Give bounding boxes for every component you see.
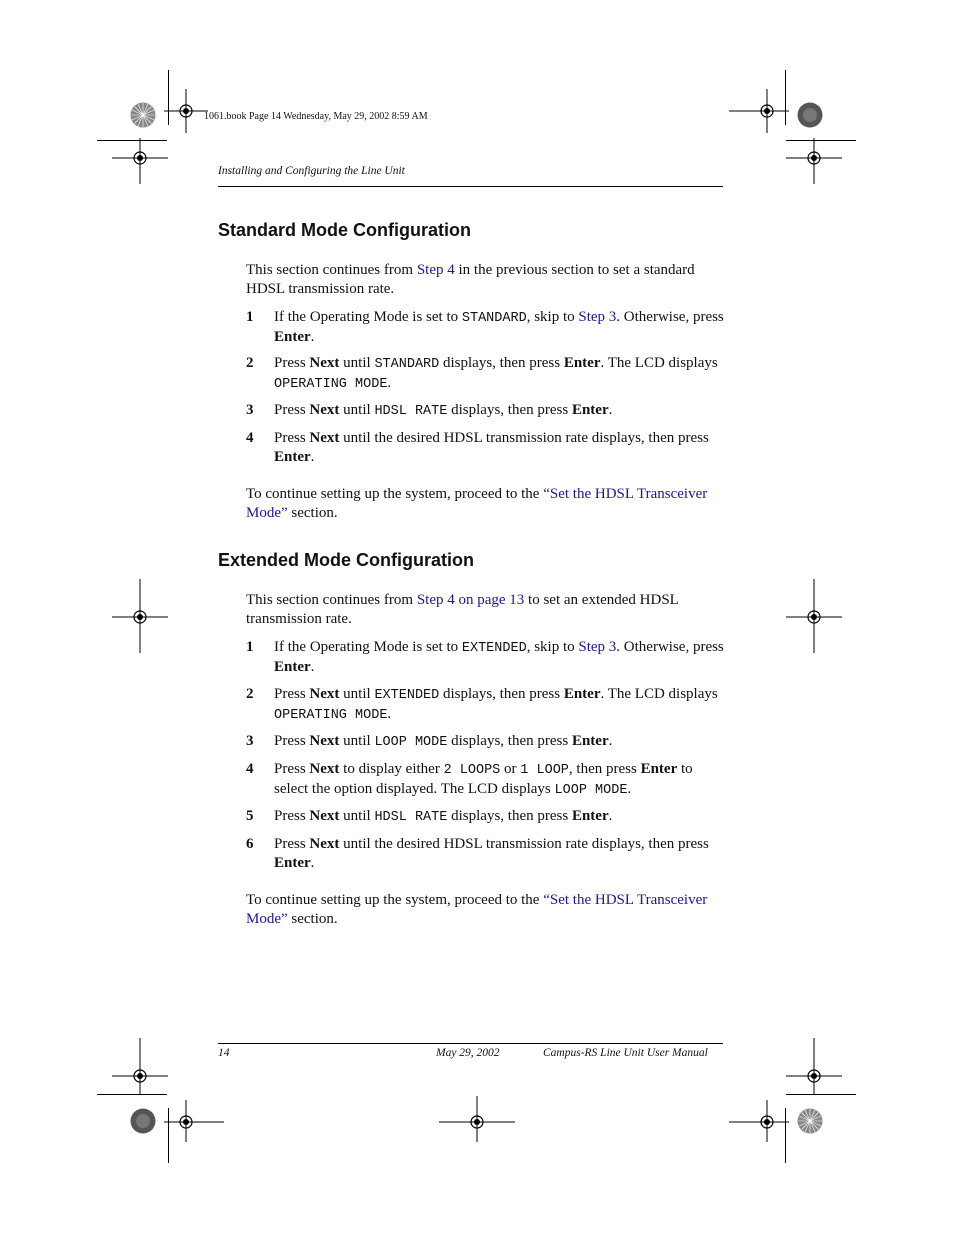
step-number: 5 (246, 808, 254, 824)
extended-intro-text: This section continues from (246, 592, 417, 608)
step-text-part: . (310, 449, 315, 465)
lcd-text: LOOP MODE (554, 783, 628, 798)
step-text-part: Press (274, 808, 310, 824)
lcd-text: OPERATING MODE (274, 377, 388, 392)
key-name: Next (309, 836, 340, 852)
step-text-part: . (310, 855, 315, 871)
print-starburst-icon (130, 102, 156, 128)
step-text (274, 638, 726, 677)
registration-mark-icon (130, 148, 150, 168)
lcd-text: HDSL RATE (374, 810, 448, 825)
registration-mark-icon (130, 1066, 150, 1086)
key-name: Enter (640, 761, 678, 777)
registration-mark-icon (467, 1112, 487, 1132)
step-text-part: . (310, 329, 315, 345)
key-name: Enter (571, 402, 609, 418)
footer-manual-title: Campus-RS Line Unit User Manual (543, 1047, 708, 1059)
step-text-part: , then press (568, 761, 641, 777)
print-starburst-icon (130, 1108, 156, 1134)
step-text-part: displays, then press (447, 808, 572, 824)
step-text (274, 308, 726, 347)
key-name: Next (309, 402, 340, 418)
registration-mark-icon (176, 1112, 196, 1132)
lcd-text: LOOP MODE (374, 735, 448, 750)
step-number: 6 (246, 836, 254, 852)
standard-intro (246, 261, 726, 299)
registration-mark-icon (804, 148, 824, 168)
step-text-part: . (387, 706, 392, 722)
step4-link[interactable]: Step 4 (416, 262, 455, 278)
step-text-part: or (500, 761, 521, 777)
step-text-part: . (627, 781, 632, 797)
extended-outro (246, 891, 726, 929)
step-text-part: . (608, 733, 613, 749)
running-header: Installing and Configuring the Line Unit (218, 165, 405, 177)
lcd-text: EXTENDED (461, 641, 527, 656)
lcd-text: 2 LOOPS (443, 763, 501, 778)
section-title-extended: Extended Mode Configuration (218, 550, 474, 570)
step-text-part: , skip to (526, 639, 579, 655)
extended-intro-text-end: to set an extended HDSL transmission rate. (246, 592, 679, 627)
step-text (274, 760, 726, 800)
lcd-text: STANDARD (374, 357, 440, 372)
key-name: Enter (571, 808, 609, 824)
crop-line (785, 1108, 786, 1163)
key-name: Enter (274, 855, 311, 871)
step-text-part: Press (274, 430, 310, 446)
crop-line (786, 140, 856, 141)
step-text (274, 835, 726, 873)
step-text-part: Press (274, 836, 310, 852)
transceiver-mode-link[interactable]: “Set the HDSL Transceiver Mode” (246, 486, 708, 521)
standard-intro-text: This section continues from (246, 262, 417, 278)
registration-mark-icon (804, 1066, 824, 1086)
step-text (274, 354, 726, 394)
step-text (274, 401, 726, 421)
footer-date: May 29, 2002 (436, 1047, 500, 1059)
step-number: 2 (246, 686, 254, 702)
step4-page13-link[interactable]: Step 4 on page 13 (416, 592, 525, 608)
step-text-part: Press (274, 355, 310, 371)
step-text-part: . (608, 808, 613, 824)
step3-link[interactable]: Step 3 (578, 639, 617, 655)
step-text-part: until the desired HDSL transmission rate displays, then press (339, 430, 709, 446)
key-name: Next (309, 808, 340, 824)
registration-mark-icon (757, 101, 777, 121)
header-rule (218, 186, 723, 187)
standard-outro-text: To continue setting up the system, proceed to the (246, 486, 544, 502)
key-name: Next (309, 686, 340, 702)
lcd-text: OPERATING MODE (274, 708, 388, 723)
step-text-part: . The LCD displays (600, 686, 718, 702)
key-name: Enter (274, 449, 311, 465)
section-title-standard: Standard Mode Configuration (218, 220, 471, 240)
key-name: Next (309, 355, 340, 371)
step-text (274, 685, 726, 725)
step-text-part: to display either (339, 761, 444, 777)
key-name: Enter (563, 686, 601, 702)
step-text (274, 429, 726, 467)
key-name: Enter (563, 355, 601, 371)
standard-outro (246, 485, 726, 523)
registration-mark-icon (176, 101, 196, 121)
standard-intro-text-end: in the previous section to set a standard HDSL transmission rate. (246, 262, 695, 297)
key-name: Next (309, 761, 340, 777)
step-text-part: . (387, 375, 392, 391)
crop-line (97, 140, 167, 141)
footer-rule (218, 1043, 723, 1044)
step-text (274, 732, 726, 752)
step-text-part: until the desired HDSL transmission rate displays, then press (339, 836, 709, 852)
registration-mark-icon (757, 1112, 777, 1132)
lcd-text: EXTENDED (374, 688, 440, 703)
page-number: 14 (218, 1047, 230, 1059)
step-text-part: . Otherwise, press (616, 309, 724, 325)
step-number: 2 (246, 355, 254, 371)
crop-line (168, 1108, 169, 1163)
step-text-part: . (310, 659, 315, 675)
registration-mark-icon (804, 607, 824, 627)
key-name: Enter (571, 733, 609, 749)
print-starburst-icon (797, 102, 823, 128)
step-number: 4 (246, 430, 254, 446)
step-text-part: , skip to (526, 309, 579, 325)
transceiver-mode-link[interactable]: “Set the HDSL Transceiver Mode” (246, 892, 708, 927)
step-text-part: . Otherwise, press (616, 639, 724, 655)
step-text-part: If the Operating Mode is set to (274, 309, 462, 325)
step-text-part: until (339, 686, 375, 702)
key-name: Enter (274, 659, 311, 675)
step-text (274, 807, 726, 827)
step-text-part: Press (274, 402, 310, 418)
print-starburst-icon (797, 1108, 823, 1134)
key-name: Enter (274, 329, 311, 345)
step-text-part: until (339, 808, 375, 824)
step-text-part: until (339, 355, 375, 371)
step-text-part: until (339, 402, 375, 418)
step-text-part: If the Operating Mode is set to (274, 639, 462, 655)
standard-outro-text-end: section. (287, 505, 338, 521)
extended-outro-text: To continue setting up the system, proceed to the (246, 892, 544, 908)
extended-intro (246, 591, 726, 629)
crop-line (168, 70, 169, 125)
lcd-text: 1 LOOP (520, 763, 569, 778)
step-text-part: displays, then press (439, 355, 564, 371)
step-text-part: displays, then press (439, 686, 564, 702)
crop-line (97, 1094, 167, 1095)
step3-link[interactable]: Step 3 (578, 309, 617, 325)
book-info-slug: 1061.book Page 14 Wednesday, May 29, 2002 8:59 AM (204, 111, 428, 122)
step-number: 1 (246, 309, 254, 325)
key-name: Next (309, 430, 340, 446)
lcd-text: HDSL RATE (374, 404, 448, 419)
step-number: 4 (246, 761, 254, 777)
step-text-part: . The LCD displays (600, 355, 718, 371)
step-text-part: displays, then press (447, 402, 572, 418)
step-number: 3 (246, 402, 254, 418)
step-text-part: . (608, 402, 613, 418)
step-text-part: displays, then press (447, 733, 572, 749)
step-text-part: Press (274, 761, 310, 777)
step-text-part: Press (274, 733, 310, 749)
step-number: 3 (246, 733, 254, 749)
step-text-part: until (339, 733, 375, 749)
extended-outro-text-end: section. (287, 911, 338, 927)
crop-line (785, 70, 786, 125)
key-name: Next (309, 733, 340, 749)
step-text-part: Press (274, 686, 310, 702)
crop-line (786, 1094, 856, 1095)
registration-mark-icon (130, 607, 150, 627)
step-number: 1 (246, 639, 254, 655)
lcd-text: STANDARD (461, 311, 527, 326)
step-text-part: to select the option displayed. The LCD displays (274, 761, 693, 797)
